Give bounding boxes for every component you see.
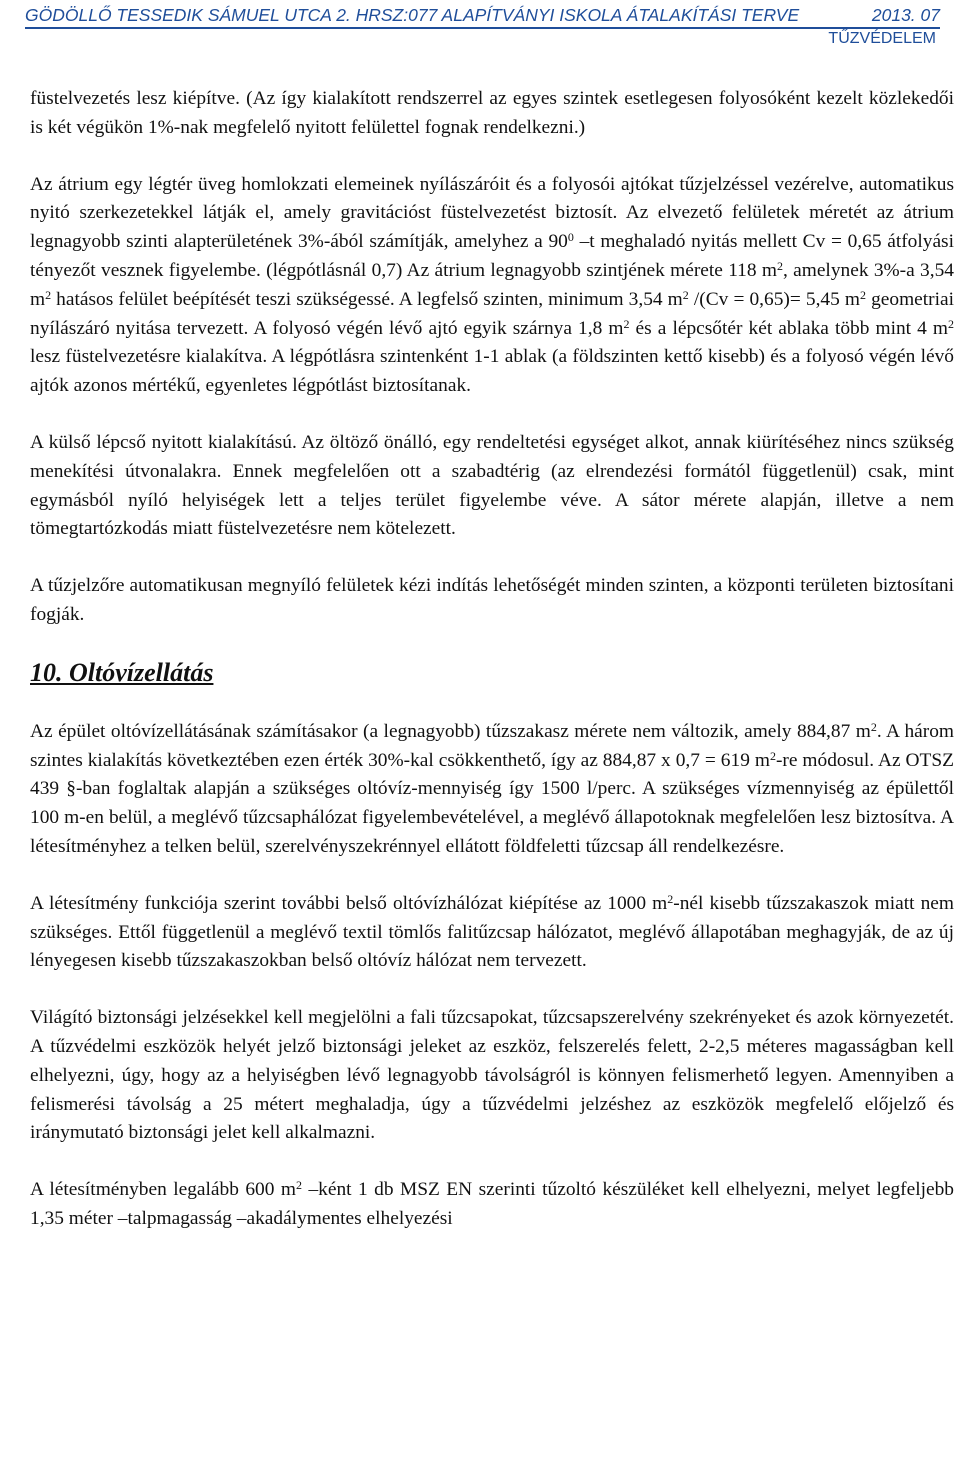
paragraph-fire-alarm: A tűzjelzőre automatikusan megnyíló felületek kézi indítás lehetőségét minden szinten, a központi területen biztosítani fogják.	[30, 575, 954, 625]
header-subtitle: TŰZVÉDELEM	[828, 30, 936, 47]
section-heading: 10. Oltóvízellátás	[30, 657, 214, 687]
header-title: GÖDÖLLŐ TESSEDIK SÁMUEL UTCA 2. HRSZ:077 ALAPÍTVÁNYI ISKOLA ÁTALAKÍTÁSI TERVE	[25, 5, 800, 25]
paragraph-extinguishers: A létesítményben legalább 600 $m^2$ –ként 1 db MSZ EN szerinti tűzoltó készüléket kell elhelyezni, melyet legfeljebb 1,35 méter –talpmagasság –akadálymentes elhelyezési	[30, 1178, 954, 1229]
header-rule	[25, 3, 940, 29]
paragraph-external-stair: A külső lépcső nyitott kialakítású. Az öltöző önálló, egy rendeltetési egységet alkot, annak kiürítéséhez nincs szükség menekítési útvonalakra. Ennek megfelelően ott a szabadtérig (az elrendezési formától függetlenül) csak, mint egymásból nyíló helyiségek lett a teljes terület figyelembe véve. A sátor mérete alapján, illetve a nem tömegtartózkodás miatt füstelvezetésre nem kötelezett.	[30, 431, 954, 540]
paragraph-water-supply: Az épület oltóvízellátásának számításakor (a legnagyobb) tűzszakasz mérete nem változik, amely 884,87 $m^2$. A három szintes kialakítás következtében ezen érték 30%-kal csökkenthető, így az 884,87 x 0,7 = 619 $m^2-re$ módosul. Az OTSZ 439 §-ban foglaltak alapján a szükséges oltóvíz-mennyiség így 1500 l/perc. A szükséges vízmennyiség az épülettől 100 m-en belül, a meglévő tűzcsaphálózat figyelembevételével, a meglévő állapotoknak megfelelően lesz biztosítva. A létesítményhez a telken belül, szerelvényszekrénnyel ellátott földfeletti tűzcsap áll rendelkezésre.	[30, 719, 954, 857]
paragraph-smoke-exhaust-intro: füstelvezetés lesz kiépítve. (Az így kialakított rendszerrel az egyes szintek esetlegesen folyosóként kezelt közlekedői is két végükön 1%-nak megfelelő nyitott felülettel fognak rendelkezni.)	[30, 88, 954, 138]
paragraph-safety-signs: Világító biztonsági jelzésekkel kell megjelölni a fali tűzcsapokat, tűzcsapszerelvény szekrényeket és azok környezetét. A tűzvédelmi eszközök helyét jelző biztonsági jeleket az eszköz, felszerelés felett, 2-2,5 méteres magasságban kell elhelyezni, úgy, hogy az a helyiségben lévő legnagyobb távolságról is könnyen felismerhető legyen. Amennyiben a felismerési távolság a 25 métert meghaladja, úgy a tűzvédelmi jelzéshez az eszközök megfelelő előjelző és iránymutató biztonsági jelet kell alkalmazni.	[30, 1007, 954, 1144]
document-body	[30, 85, 954, 1262]
header-date: 2013. 07	[871, 5, 940, 25]
paragraph-atrium: Az átrium egy légtér üveg homlokzati elemeinek nyílászáróit és a folyosói ajtókat tűzjelzéssel vezérelve, automatikus nyitó szerkezetekkel látják el, amely gravitációst füstelvezetést biztosít. Az elvezető felületek méretét az átrium legnagyobb szinti alapterületének 3%-ából számítják, amelyhez a $90^0$ –t meghaladó nyitás mellett Cv = 0,65 átfolyási tényezőt vesznek figyelembe. (légpótlásnál 0,7) Az átrium legnagyobb szintjének mérete 118 $m^2$, amelynek 3%-a 3,54 $m^2$ hatásos felület beépítését teszi szükségessé. A legfelső szinten, minimum 3,54 $m^2$ /(Cv = 0,65)= 5,45 $m^2$ geometriai nyílászáró nyitása tervezett. A folyosó végén lévő ajtó egyik szárnya 1,8 $m^2$ és a lépcsőtér két ablaka több mint 4 $m^2$ lesz füstelvezetésre kialakítva. A légpótlásra szintenként 1-1 ablak (a földszinten kettő kisebb) és a folyosó végén lévő ajtók azonos mértékű, egyenletes légpótlást biztosítanak.	[30, 173, 955, 397]
paragraph-internal-network: A létesítmény funkciója szerint további belső oltóvízhálózat kiépítése az 1000 $m^2$-nél kisebb tűzszakaszok miatt nem szükséges. Ettől függetlenül a meglévő textil tömlős falitűzcsap hálózatot, meglévő állapotában meghagyják, de az új lényegesen kisebb tűzszakaszokban belső oltóvíz hálózat nem tervezett.	[30, 891, 954, 972]
